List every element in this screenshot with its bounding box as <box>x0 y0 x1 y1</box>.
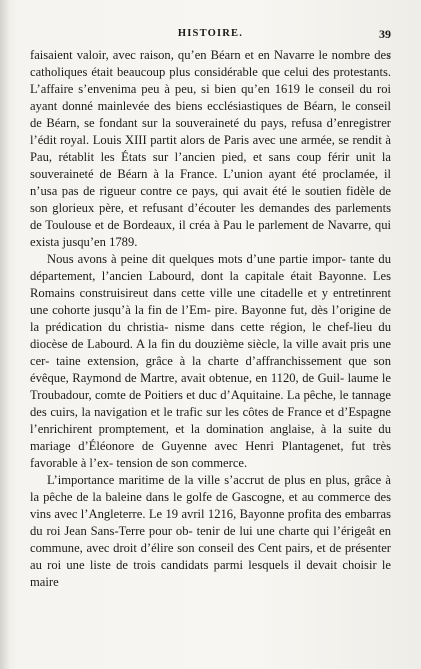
text-line: proclamée, il n’usa pas de rigueur contre ce pays, qui avait été <box>30 167 391 198</box>
paragraph-3 <box>30 472 391 591</box>
text-line: les demandes des parlements de Toulouse et de Bordeaux, <box>30 201 391 232</box>
text-line: biens ecclésiastiques de Béarn, le conseil de Béarn, se fondant <box>30 99 391 130</box>
text-line: citadelle et y entretinrent une cohorte jusqu’à la fin de l’Em- <box>30 286 391 317</box>
text-line: laume le Troubadour, comte de Poitiers et duc d’Aquitaine. <box>30 371 391 402</box>
text-line: La pêche, le tannage des cuirs, la navigation et le trafic sur <box>30 388 391 419</box>
text-line: au commerce des vins avec l’Angleterre. Le 19 avril 1216, <box>30 490 391 521</box>
body-text <box>30 47 391 591</box>
text-line: Bayonne. Les Romains construisireut dans cette ville une <box>30 269 391 300</box>
text-line: celui des protestants. L’affaire s’envenima peu à peu, si bien <box>30 65 391 96</box>
text-line: liste de trois candidats parmi lesquels il devait choisir le maire <box>30 558 391 589</box>
text-line: il créa à Pau le parlement de Navarre, qui exista jusqu’en <box>30 218 391 249</box>
text-line: le soutien fidèle de son glorieux père, et refusant d’écouter <box>30 184 392 215</box>
paragraph-2 <box>30 251 391 472</box>
text-line: unit la souveraineté de Béarn à la France. L’union ayant été <box>30 150 391 181</box>
text-line: taine extension, grâce à la charte d’affranchissement que son <box>56 354 391 368</box>
text-line: nombre des catholiques était beaucoup plus considérable que <box>30 48 391 79</box>
running-head: HISTOIRE. <box>177 28 244 39</box>
text-line: Pau, rétablit les États sur l’ancien pied, et sans coup férir <box>30 150 350 164</box>
text-line: tenir de lui une charte qui l’érigeât en commune, avec droit <box>30 524 391 555</box>
text-line: L’importance maritime de la ville s’accrut de plus en plus, <box>47 473 350 487</box>
text-line: sur la souveraineté du pays, refusa d’enregistrer l’édit royal. <box>30 116 392 147</box>
text-line: grâce à la pêche de la baleine dans le golfe de Gascogne, et <box>30 473 392 504</box>
page-fold-shadow <box>0 0 10 669</box>
text-line: A la fin du douzième siècle, la ville avait pris une cer- <box>30 337 391 368</box>
text-line: Nous avons à peine dit quelques mots d’une partie impor- <box>47 252 346 266</box>
text-line: 1789. <box>109 235 138 249</box>
page-header <box>30 28 391 44</box>
text-line: pire. Bayonne fut, dès l’origine de la prédication du christia- <box>30 303 391 334</box>
text-line: qu’en 1619 le conseil du roi ayant donné mainlevée des <box>30 82 391 113</box>
text-line: tante du département, l’ancien Labourd, dont la capitale était <box>30 252 391 283</box>
text-line: nisme dans cette région, le chef-lieu du diocèse de Labourd. <box>30 320 391 351</box>
paragraph-1 <box>30 47 391 251</box>
text-line: de Guyenne avec Henri Plantagenet, fut très favorable à l’ex- <box>30 439 391 470</box>
text-line: Louis XIII partit alors de Paris avec une armée, se rendit à <box>92 133 391 147</box>
text-line: Bayonne profita des embarras du roi Jean Sans-Terre pour ob- <box>30 507 391 538</box>
text-line: et la domination anglaise, à la suite du mariage d’Éléonore <box>30 422 391 453</box>
text-line: évêque, Raymond de Martre, avait obtenue, en 1120, de Guil- <box>30 371 345 385</box>
text-line: d’élire son conseil des Cent pairs, et de présenter au roi une <box>30 541 391 572</box>
page-number: 39 <box>379 27 391 41</box>
text-line: faisaient valoir, avec raison, qu’en Béarn et en Navarre le <box>30 48 328 62</box>
text-line: les côtes de France et d’Espagne l’enrichirent promptement, <box>30 405 391 436</box>
text-line: tension de son commerce. <box>116 456 248 470</box>
